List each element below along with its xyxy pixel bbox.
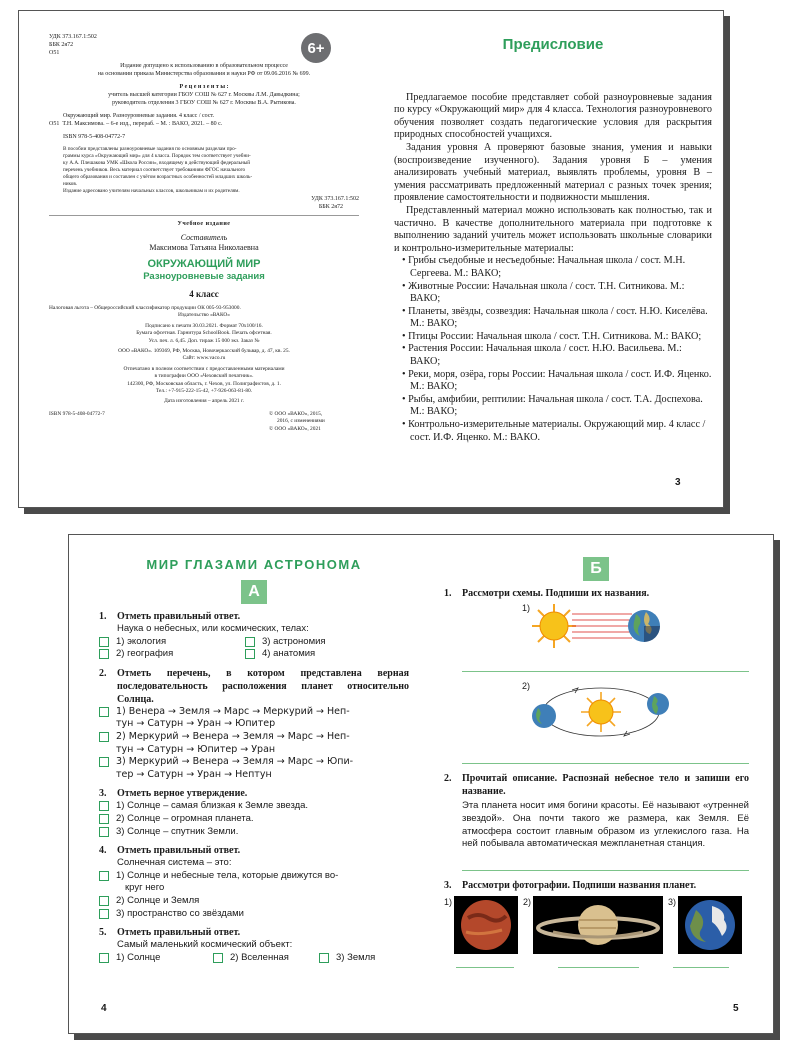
annotation: В пособии представлены разноуровневые задания по основным разделам про- граммы курса «Окружающий мир» для 4 класса. Порядок тем соответствует учебни- ку А.А. Плешакова УМК «Школа России», входящему в действующий федеральный перечень учебников. Весь материал соответствует требованиям ФГОС начального общего образования и составлен с учётом возрастных особенностей младших школь- ников. Издание адресовано учителям начальных классов, школьникам и их родителям. (63, 146, 253, 194)
compiler-label: Составитель (180, 233, 228, 242)
approval-line: Издание допущено к использованию в образовательном процессе (120, 63, 288, 69)
foreword-paragraph: Представленный материал можно использовать как полностью, так и частично. В качестве дополнительного материала при подготовке к выполнению заданий учитель может использовать школьные словарики и контрольно-измерительные материалы: (394, 204, 712, 254)
udk-code: УДК 373.167.1:502 (311, 196, 359, 202)
option-label: 4) анатомия (262, 648, 316, 660)
saturn-photo (533, 896, 663, 954)
page-number: 4 (101, 1003, 107, 1014)
isbn-bottom: ISBN 978-5-408-04772-7 (49, 410, 105, 417)
task-instruction: Отметь перечень, в котором представлена верная последовательность расположения планет относительно Солнца. (117, 667, 409, 705)
sun-icon (532, 604, 576, 648)
answer-line[interactable] (673, 962, 729, 968)
sun-rays-earth-illustration (532, 602, 660, 652)
option-label: 1) Солнце (116, 951, 161, 963)
task-instruction: Рассмотри схемы. Подпиши их названия. (462, 588, 650, 599)
option-label: 2) Вселенная (230, 951, 289, 963)
option-label: 2) Солнце – огромная планета. (116, 812, 254, 824)
list-item: • Реки, моря, озёра, горы России: Начальная школа / сост. И.Ф. Яценко. М.: ВАКО; (402, 369, 712, 394)
reviewer-line: учитель высшей категории ГБОУ СОШ № 627 г. Москвы Л.М. Давыдкина; (108, 92, 300, 98)
isbn-line: ISBN 978-5-408-04772-7 (63, 134, 126, 140)
foreword-page (394, 33, 712, 444)
list-item: • Растения России: Начальная школа / сост. Н.Ю. Васильева. М.: ВАКО; (402, 343, 712, 368)
task-b2: 2. Прочитай описание. Распознай небесное тело и запиши его название. Эта планета носит имя богини красоты. Её называют «утренней звездой». Она почти такого же размера, как Земля. Её атмосфера состоит главным образом из углекислого газа. На ней побывала автоматическая межпланетная станция. (444, 772, 749, 871)
option-label: 3) Меркурий → Венера → Земля → Марс → Юпи- тер → Сатурн → Уран → Нептун (116, 756, 354, 780)
option-label: 2) география (116, 648, 174, 660)
answer-checkbox[interactable] (99, 909, 109, 919)
biblio-line: Окружающий мир. Разноуровневые задания. 4 класс / сост. (63, 113, 215, 119)
answer-checkbox[interactable] (245, 649, 255, 659)
answer-checkbox[interactable] (213, 953, 223, 963)
answer-line[interactable] (462, 652, 749, 672)
materials-list (402, 255, 712, 444)
answer-line[interactable] (456, 962, 514, 968)
answer-checkbox[interactable] (319, 953, 329, 963)
foreword-paragraph: Предлагаемое пособие представляет собой разноуровневые задания по курсу «Окружающий мир» для 4 класса. Технология разноуровневого обучения позволяет создать педагогические условия для раскрытия природных способностей учащихся. (394, 91, 712, 141)
task-a1: 1. Отметь правильный ответ. Наука о небесных, или космических, телах: 1) экология 3) астрономия 2) география 4) анатомия (99, 610, 409, 661)
list-item: • Рыбы, амфибии, рептилии: Начальная школа / сост. Т.А. Доспехова. М.: ВАКО; (402, 394, 712, 419)
answer-checkbox[interactable] (99, 801, 109, 811)
planet-photos: 1) 2) 3) (444, 896, 749, 954)
foreword-paragraph: Задания уровня А проверяют базовые знания, умения и навыки (воспроизведение изученного). Задания уровня Б – умения анализировать учебный материал, выявлять проблемы, уровня В – умения рассматривать предложенный материал с разных точек зрения; проявление самостоятельности и подвижности мышления. (394, 141, 712, 204)
answer-line[interactable] (558, 962, 639, 968)
task-instruction: Отметь правильный ответ. (117, 611, 241, 622)
book-title: ОКРУЖАЮЩИЙ МИР (147, 258, 261, 270)
bbk-code: ББК 2я72 (318, 204, 343, 210)
option-label: 3) Солнце – спутник Земли. (116, 825, 239, 837)
compiler-name: Максимова Татьяна Николаевна (149, 243, 259, 252)
copyright: © ООО «ВАКО», 2015, 2016, с изменениями © ООО «ВАКО», 2021 (269, 410, 325, 432)
reviewer-line: руководитель отделения 3 ГБОУ СОШ № 627 г. Москвы В.А. Рытикова. (112, 100, 296, 106)
option-label: 2) Меркурий → Венера → Земля → Марс → Неп- тун → Сатурн → Юпитер → Уран (116, 730, 350, 755)
author-code: О51 (49, 50, 60, 56)
task-a4: 4. Отметь правильный ответ. Солнечная система – это: 1) Солнце и небесные тела, которые движутся во- круг него 2) Солнце и Земля 3) пространство со звёздами (99, 844, 409, 920)
book-spread-bottom (68, 534, 774, 1034)
earth-photo (678, 896, 742, 954)
level-a-badge: А (241, 580, 267, 604)
answer-checkbox[interactable] (99, 896, 109, 906)
task-a2: 2. Отметь перечень, в котором представлена верная последовательность расположения планет относительно Солнца. 1) Венера → Земля → Марс → Меркурий → Неп- тун → Сатурн → Уран → Юпитер 2) Меркурий → Венера → Земля → Марс → Неп- тун → Сатурн → Юпитер → Уран 3) Меркурий → Венера → Земля → Марс → Юпи- тер → Сатурн → Уран → Нептун (99, 667, 409, 780)
option-label: 1) экология (116, 635, 167, 647)
unit-title: МИР ГЛАЗАМИ АСТРОНОМА (146, 557, 362, 572)
task-b1: 1. Рассмотри схемы. Подпиши их названия. 1) 2) (444, 587, 749, 764)
task-prompt: Наука о небесных, или космических, телах: (117, 623, 309, 634)
list-item: • Животные России: Начальная школа / сост. Т.Н. Ситникова. М.: ВАКО; (402, 281, 712, 306)
list-item: • Грибы съедобные и несъедобные: Начальная школа / сост. М.Н. Сергеева. М.: ВАКО; (402, 255, 712, 280)
task-prompt: Солнечная система – это: (117, 857, 232, 869)
approval-line: на основании приказа Министерства образования и науки РФ от 09.06.2016 № 699. (97, 71, 311, 77)
list-item: • Планеты, звёзды, созвездия: Начальная школа / сост. Н.Ю. Киселёва. М.: ВАКО; (402, 306, 712, 331)
answer-checkbox[interactable] (99, 757, 109, 767)
option-label: 3) пространство со звёздами (116, 907, 244, 919)
edition-type: Учебное издание (177, 221, 231, 227)
answer-checkbox[interactable] (99, 953, 109, 963)
list-item: • Контрольно-измерительные материалы. Окружающий мир. 4 класс / сост. И.Ф. Яценко. М.: ВАКО. (402, 419, 712, 444)
description-text: Эта планета носит имя богини красоты. Её называют «утренней звездой». Она почти такого же размера, как Земля. Её атмосфера состоит главным образом из углекислого газа. На ней побывала автоматическая межпланетная станция. (462, 800, 749, 850)
task-instruction: Прочитай описание. Распознай небесное тело и запиши его название. (462, 773, 749, 797)
worksheet-right (444, 557, 749, 968)
scheme-1: 1) (522, 602, 749, 652)
bbk-code: ББК 2я72 (49, 42, 74, 48)
task-b3: 3. Рассмотри фотографии. Подпиши названия планет. 1) 2) 3) (444, 879, 749, 968)
task-a3: 3. Отметь верное утверждение. 1) Солнце – самая близкая к Земле звезда. 2) Солнце – огромная планета. 3) Солнце – спутник Земли. (99, 787, 409, 838)
book-spread-top (18, 10, 724, 508)
task-instruction: Отметь правильный ответ. (117, 927, 241, 939)
udk-code: УДК 373.167.1:502 (49, 34, 97, 40)
task-instruction: Рассмотри фотографии. Подпиши названия планет. (462, 880, 697, 892)
option-label: 3) астрономия (262, 635, 326, 647)
biblio-line: О51 Т.Н. Максимова. – 6-е изд., перераб. – М. : ВАКО, 2021. – 80 с. (49, 121, 223, 127)
option-label: 1) Венера → Земля → Марс → Меркурий → Неп- тун → Сатурн → Уран → Юпитер (116, 705, 350, 730)
earth-icon (628, 610, 660, 642)
task-a5: 5. Отметь правильный ответ. Самый маленький космический объект: 1) Солнце 2) Вселенная 3) Земля (99, 926, 409, 964)
imprint-page (49, 33, 359, 433)
option-label: 2) Солнце и Земля (116, 894, 200, 906)
option-label: 1) Солнце – самая близкая к Земле звезда. (116, 800, 309, 812)
scheme-2: 2) (522, 680, 749, 744)
answer-checkbox[interactable] (99, 649, 109, 659)
page-number: 5 (733, 1003, 739, 1014)
worksheet-left (99, 557, 409, 964)
tech-info: Налоговая льгота – Общероссийский классификатор продукции ОК 005-93-953000. Издательство «ВАКО» Подписано к печати 30.03.2021. Формат 70х100/16. Бумага офсетная. Гарнитура SchoolBook. Печать офсетная. Усл. печ. л. 6,45. Доп. тираж 15 000 экз. Заказ № ООО «ВАКО». 109369, РФ, Москва, Новочеркасский бульвар, д. 47, кв. 25. Сайт: www.vaco.ru Отпечатано в полном соответствии с предоставленными материалами в типографии ООО «Чеховский печатник». 142300, РФ, Московская область, г. Чехов, ул. Полиграфистов, д. 1. Тел.: +7-915-222-15-42, +7-926-063-81-80. Дата изготовления – апрель 2021 г. (49, 305, 290, 405)
task-instruction: Отметь верное утверждение. (117, 788, 248, 800)
list-item: • Птицы России: Начальная школа / сост. Т.Н. Ситникова. М.: ВАКО; (402, 331, 712, 344)
level-b-badge: Б (583, 557, 609, 581)
answer-checkbox[interactable] (245, 637, 255, 647)
answer-checkbox[interactable] (99, 871, 109, 881)
answer-line[interactable] (462, 744, 749, 764)
task-prompt: Самый маленький космический объект: (117, 939, 293, 951)
answer-checkbox[interactable] (99, 827, 109, 837)
answer-checkbox[interactable] (99, 637, 109, 647)
answer-checkbox[interactable] (99, 732, 109, 742)
task-instruction: Отметь правильный ответ. (117, 845, 241, 857)
foreword-title: Предисловие (502, 36, 604, 53)
mars-photo (454, 896, 518, 954)
answer-checkbox[interactable] (99, 707, 109, 717)
earth-orbit-illustration (532, 680, 670, 744)
grade-label: 4 класс (189, 289, 219, 299)
age-rating-badge: 6+ (301, 33, 331, 63)
option-label: 3) Земля (336, 951, 376, 963)
page-number: 3 (675, 477, 681, 488)
sun-icon (581, 692, 621, 732)
option-label: 1) Солнце и небесные тела, которые движутся во- круг него (116, 869, 339, 894)
answer-line[interactable] (462, 851, 749, 871)
reviewers-title: Р е ц е н з е н т ы : (179, 84, 229, 90)
answer-checkbox[interactable] (99, 814, 109, 824)
book-subtitle: Разноуровневые задания (143, 271, 265, 282)
